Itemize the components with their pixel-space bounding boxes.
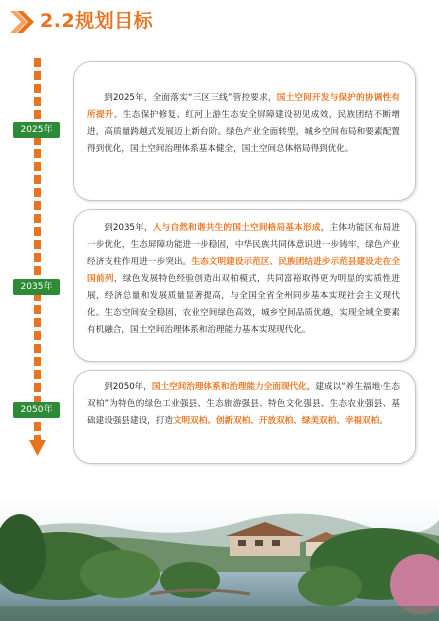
goal-card-2025 <box>73 61 416 201</box>
landscape-photo <box>0 494 439 621</box>
goal-text: ，建成以“养生福地·生态双柏”为特色的绿色工业强县、生态旅游强县、特色文化强县、生态农业强县、基础建设强县建设，打造 <box>87 382 400 426</box>
page-title: 2.2规划目标 <box>40 10 154 32</box>
goal-text: 到2050年， <box>104 382 152 392</box>
title-bar <box>0 0 439 44</box>
goal-text: 到2035年， <box>104 223 153 233</box>
goal-highlight: 文明双柏、创新双柏、开放双柏、绿美双柏、幸福双柏 <box>172 416 380 426</box>
goal-highlight: 人与自然和谐共生的国土空间格局基本形成 <box>152 223 321 233</box>
goal-text: 。 <box>379 416 388 426</box>
goal-text: ，主体功能区布局进一步优化，生态屏障功能进一步稳固，中华民族共同体意识进一步铸牢，绿色产业经济支柱作用进一步突出。 <box>87 223 400 267</box>
goal-highlight: 生态文明建设示范区、民族团结进步示范县建设走在全国前列 <box>87 257 400 284</box>
orange-double-chevron-icon <box>8 9 35 35</box>
goal-card-2035 <box>73 209 416 362</box>
down-arrow-icon <box>28 438 47 457</box>
goal-text: 。生态保护修复、红河上游生态安全屏障建设初见成效，民族团结不断增进，高质量跨越式发展迈上新台阶。绿色产业全面转型，城乡空间布局和要素配置得到优化，国土空间治理体系基本健全，国土空间总体格局得到优化。 <box>87 110 400 154</box>
year-badge-2025: 2025年 <box>13 122 60 138</box>
goal-highlight: 国土空间开发与保护的协调性有所提升 <box>87 93 400 120</box>
goal-text: ，绿色发展特色经验创造出双柏模式，共同富裕取得更为明显的实质性进展，经济总量和发展质量显著提高，与全国全省全州同步基本实现社会主义现代化。生态空间安全稳固，农业空间绿色高效，城乡空间品质优越，实现全域全要素有机融合，国土空间治理体系和治理能力基本实现现代化。 <box>87 274 400 335</box>
year-badge-2035: 2035年 <box>13 279 60 295</box>
timeline-line <box>34 58 41 440</box>
year-badge-2050: 2050年 <box>13 402 60 418</box>
goal-highlight: 国土空间治理体系和治理能力全面现代化 <box>151 382 307 392</box>
goal-text: 到2025年，全面落实“三区三线”管控要求， <box>104 93 277 103</box>
goal-card-2050 <box>73 370 416 464</box>
